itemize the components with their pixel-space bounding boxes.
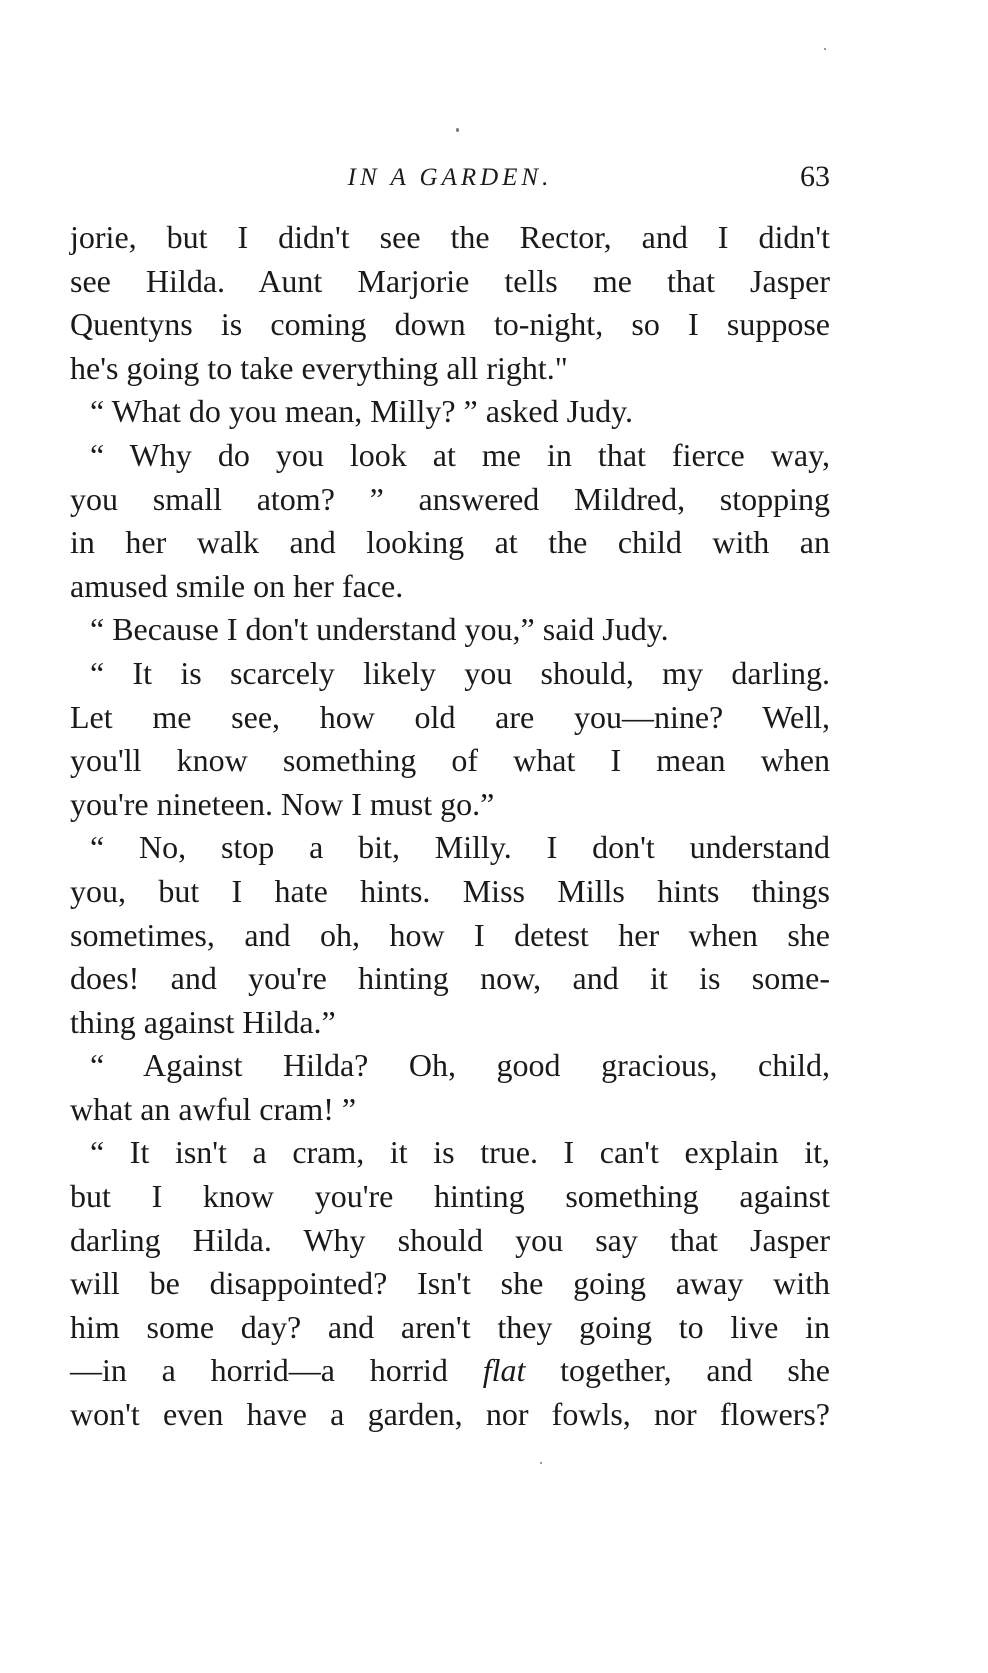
text-line: “ Because I don't understand you,” said Judy. <box>90 611 669 648</box>
text-line: “ It is scarcely likely you should, my darling. <box>90 654 830 691</box>
text-line: what an awful cram! ” <box>70 1090 357 1127</box>
text-line: he's going to take everything all right." <box>70 349 568 386</box>
text-line <box>70 1349 830 1393</box>
text-line: “ Against Hilda? Oh, good gracious, child, <box>90 1047 830 1084</box>
body-text <box>70 216 830 1437</box>
text-line: “ Why do you look at me in that fierce way, <box>90 436 830 473</box>
text-line: you're nineteen. Now I must go.” <box>70 785 495 822</box>
text-line: Let me see, how old are you—nine? Well, <box>70 698 830 735</box>
page-number: 63 <box>800 160 830 193</box>
text-line: darling Hilda. Why should you say that Jasper <box>70 1221 830 1258</box>
text-line: “ It isn't a cram, it is true. I can't explain it, <box>90 1134 830 1171</box>
text-line: amused smile on her face. <box>70 567 404 604</box>
text-line: him some day? and aren't they going to live in <box>70 1308 830 1345</box>
text-line: in her walk and looking at the child with an <box>70 524 830 561</box>
text-line: won't even have a garden, nor fowls, nor flowers? <box>70 1396 830 1433</box>
text-line: but I know you're hinting something against <box>70 1178 830 1215</box>
text-line: you, but I hate hints. Miss Mills hints things <box>70 872 830 909</box>
text-line: Quentyns is coming down to-night, so I suppose <box>70 306 830 343</box>
running-title: IN A GARDEN. <box>347 164 553 191</box>
text-line: jorie, but I didn't see the Rector, and I didn't <box>70 219 830 255</box>
text-line: see Hilda. Aunt Marjorie tells me that Jasper <box>70 262 830 299</box>
text-line: “ What do you mean, Milly? ” asked Judy. <box>90 393 633 430</box>
text-span: together, and she <box>525 1352 831 1389</box>
italic-word: flat <box>482 1352 526 1389</box>
text-line: thing against Hilda.” <box>70 1003 336 1040</box>
text-line: you'll know something of what I mean when <box>70 742 830 779</box>
text-line: does! and you're hinting now, and it is some- <box>70 960 830 997</box>
text-span: —in a horrid—a horrid <box>70 1352 483 1389</box>
text-line: will be disappointed? Isn't she going away with <box>70 1265 830 1302</box>
text-line: “ No, stop a bit, Milly. I don't understand <box>90 829 830 866</box>
ink-speck <box>540 1462 542 1464</box>
ink-speck <box>824 48 826 50</box>
running-head <box>70 160 830 200</box>
ink-speck <box>456 128 459 132</box>
text-line: you small atom? ” answered Mildred, stopping <box>70 480 830 517</box>
text-line: sometimes, and oh, how I detest her when she <box>70 916 830 953</box>
